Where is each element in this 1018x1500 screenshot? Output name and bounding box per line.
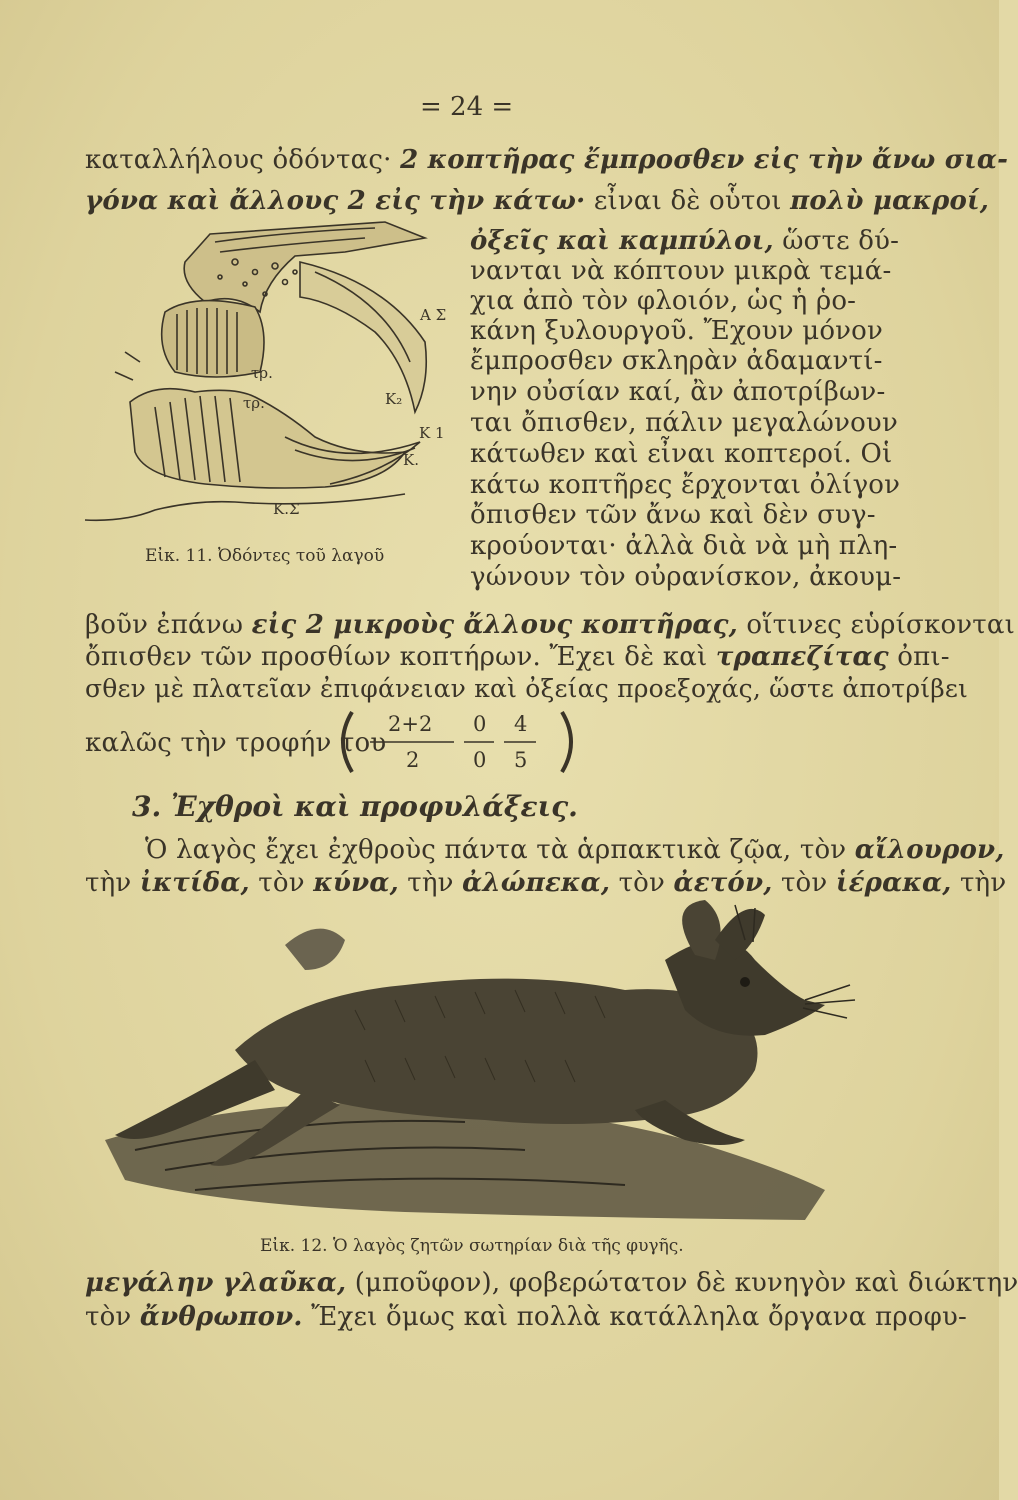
formula-num-3: 4 — [514, 712, 528, 736]
figure-11-teeth — [85, 222, 465, 542]
text-line-15 — [85, 610, 1015, 640]
formula-den-2: 0 — [473, 748, 487, 772]
bold-run: ἀετόν, — [673, 868, 773, 898]
formula-brackets — [330, 708, 590, 776]
page-number: = 24 = — [420, 92, 514, 122]
text-line-20 — [85, 868, 1006, 898]
label-as: Α Σ — [420, 306, 447, 324]
bold-run: κύνα, — [313, 868, 399, 898]
label-k: Κ. — [403, 451, 419, 469]
text-line-16 — [85, 642, 950, 672]
figure-12-hare — [105, 900, 865, 1230]
text-run: τὴν — [407, 868, 454, 898]
text-line-18: καλῶς τὴν τροφήν του — [85, 728, 387, 758]
text-line-14: γώνουν τὸν οὐρανίσκον, ἀκουμ- — [470, 562, 902, 592]
bold-run: ὀξεῖς καὶ καμπύλοι, — [470, 226, 774, 256]
text-line-8: νην οὐσίαν καί, ἂν ἀποτρίβων- — [470, 377, 886, 407]
bold-run: 2 κοπτῆρας ἔμπροσθεν εἰς τὴν ἄνω σια- — [400, 145, 1009, 175]
label-tr-lower: τρ. — [243, 394, 265, 412]
text-line-21 — [85, 1268, 1018, 1298]
text-line-12: ὄπισθεν τῶν ἄνω καὶ δὲν συγ- — [470, 500, 876, 530]
bold-run: τραπεζίτας — [715, 642, 889, 672]
text-run: ὥστε δύ- — [782, 226, 900, 256]
formula-num-2: 0 — [473, 712, 487, 736]
text-line-7: ἔμπροσθεν σκληρὰν ἀδαμαντί- — [470, 346, 883, 376]
formula-den-3: 5 — [514, 748, 528, 772]
section-heading: 3. Ἐχθροὶ καὶ προφυλάξεις. — [132, 790, 578, 823]
text-line-6: κάνη ξυλουργοῦ. Ἔχουν μόνον — [470, 316, 884, 346]
text-line-17: σθεν μὲ πλατεῖαν ἐπιφάνειαν καὶ ὀξείας προεξοχάς, ὥστε ἀποτρίβει — [85, 674, 969, 703]
text-line-2 — [85, 186, 989, 216]
bold-run: ἀλώπεκα, — [462, 868, 611, 898]
text-line-13: κρούονται· ἀλλὰ διὰ νὰ μὴ πλη- — [470, 531, 898, 561]
label-k2: Κ₂ — [385, 390, 403, 408]
text-run: (μποῦφον), φοβερώτατον δὲ κυνηγὸν καὶ διώκτην — [354, 1268, 1018, 1298]
text-run: τὸν — [85, 1302, 132, 1332]
text-line-9: ται ὄπισθεν, πάλιν μεγαλώνουν — [470, 408, 898, 438]
bold-run: μεγάλην γλαῦκα, — [85, 1268, 347, 1298]
text-line-22 — [85, 1302, 967, 1332]
formula-num-1: 2+2 — [388, 712, 433, 736]
label-ks: Κ.Σ — [273, 500, 300, 518]
text-run: Ὁ λαγὸς ἔχει ἐχθροὺς πάντα τὰ ἁρπακτικὰ ζῷα, τὸν — [145, 835, 847, 865]
bold-run: ἱέρακα, — [835, 868, 952, 898]
bold-run: εἰς 2 μικροὺς ἄλλους κοπτῆρας, — [251, 610, 738, 640]
bold-run: γόνα καὶ ἄλλους 2 εἰς τὴν κάτω· — [85, 186, 586, 216]
hare-teeth-illustration — [85, 222, 465, 542]
text-line-4: νανται νὰ κόπτουν μικρὰ τεμά- — [470, 256, 892, 286]
text-run: Ἔχει ὅμως καὶ πολλὰ κατάλληλα ὄργανα προφυ- — [311, 1302, 968, 1332]
label-tr-upper: τρ. — [251, 364, 273, 382]
text-run: βοῦν ἐπάνω — [85, 610, 244, 640]
text-run: τὸν — [618, 868, 666, 898]
text-run: εἶναι δὲ οὗτοι — [593, 186, 782, 216]
text-line-10: κάτωθεν καὶ εἶναι κοπτεροί. Οἱ — [470, 439, 893, 469]
text-line-11: κάτω κοπτῆρες ἔρχονται ὀλίγον — [470, 470, 901, 500]
text-line-5: χια ἀπὸ τὸν φλοιόν, ὡς ἡ ῥο- — [470, 286, 857, 316]
text-line-19 — [145, 835, 1005, 865]
text-run: τὸν — [258, 868, 305, 898]
bold-run: αἴλουρον, — [854, 835, 1005, 865]
text-run: ὄπισθεν τῶν προσθίων κοπτήρων. Ἔχει δὲ καὶ — [85, 642, 708, 672]
bold-run: πολὺ μακροί, — [790, 186, 990, 216]
text-run: τὸν — [780, 868, 828, 898]
text-line-1 — [85, 145, 1008, 175]
running-hare-illustration — [105, 900, 865, 1230]
text-run: οἵτινες εὑρίσκονται — [746, 610, 1016, 640]
text-line-3 — [470, 226, 899, 256]
bold-run: ἄνθρωπον. — [139, 1302, 303, 1332]
figure-12-caption: Εἰκ. 12. Ὁ λαγὸς ζητῶν σωτηρίαν διὰ τῆς φυγῆς. — [260, 1236, 684, 1256]
text-run: τὴν — [85, 868, 132, 898]
text-run: ὀπι- — [897, 642, 950, 672]
figure-11-caption: Εἰκ. 11. Ὀδόντες τοῦ λαγοῦ — [145, 546, 385, 566]
dental-formula — [330, 708, 590, 776]
text-run: καταλλήλους ὀδόντας· — [85, 145, 392, 175]
formula-den-1: 2 — [406, 748, 420, 772]
bold-run: ἰκτίδα, — [139, 868, 250, 898]
text-run: τὴν — [959, 868, 1007, 898]
label-k1: Κ 1 — [419, 424, 445, 442]
